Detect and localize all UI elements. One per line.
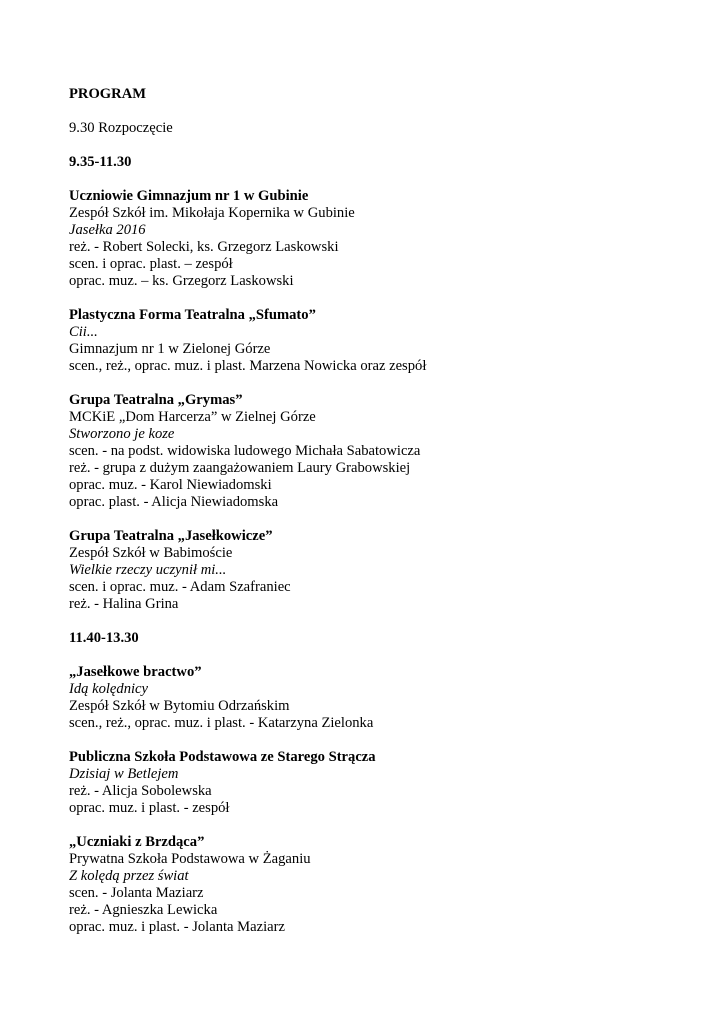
- group-name: Publiczna Szkoła Podstawowa ze Starego Strącza: [69, 749, 376, 765]
- detail-line: oprac. muz. - Karol Niewiadomski: [69, 477, 272, 493]
- performance-entry: [69, 392, 689, 511]
- performance-entry: [69, 749, 689, 817]
- group-name: „Uczniaki z Brzdąca”: [69, 834, 205, 850]
- performance-title: Cii...: [69, 324, 98, 340]
- spacer: [69, 613, 689, 630]
- performance-title: Idą kolędnicy: [69, 681, 149, 697]
- detail-line: reż. - Alicja Sobolewska: [69, 783, 212, 799]
- detail-line: Zespół Szkół im. Mikołaja Kopernika w Gubinie: [69, 205, 355, 221]
- time-block: [69, 154, 689, 630]
- spacer: [69, 936, 689, 953]
- detail-line: MCKiE „Dom Harcerza” w Zielnej Górze: [69, 409, 316, 425]
- detail-line: Zespół Szkół w Babimoście: [69, 545, 233, 561]
- detail-line: oprac. muz. i plast. - zespół: [69, 800, 230, 816]
- detail-line: oprac. muz. – ks. Grzegorz Laskowski: [69, 273, 294, 289]
- detail-line: Zespół Szkół w Bytomiu Odrzańskim: [69, 698, 290, 714]
- spacer: [69, 171, 689, 188]
- spacer: [69, 290, 689, 307]
- performance-entry: [69, 528, 689, 613]
- performance-title: Z kolędą przez świat: [69, 868, 189, 884]
- detail-line: Gimnazjum nr 1 w Zielonej Górze: [69, 341, 271, 357]
- time-slot-heading: 9.35-11.30: [69, 154, 132, 170]
- detail-line: scen., reż., oprac. muz. i plast. - Katarzyna Zielonka: [69, 715, 374, 731]
- detail-line: scen. - Jolanta Maziarz: [69, 885, 204, 901]
- document-page: [69, 86, 689, 953]
- group-name: Grupa Teatralna „Jasełkowicze”: [69, 528, 273, 544]
- detail-line: reż. - Agnieszka Lewicka: [69, 902, 218, 918]
- time-slot-heading: 11.40-13.30: [69, 630, 139, 646]
- performance-entry: [69, 664, 689, 732]
- performance-entry: [69, 188, 689, 290]
- group-name: Uczniowie Gimnazjum nr 1 w Gubinie: [69, 188, 309, 204]
- group-name: Grupa Teatralna „Grymas”: [69, 392, 243, 408]
- performance-entry: [69, 834, 689, 936]
- performance-entry: [69, 307, 689, 375]
- detail-line: reż. - Halina Grina: [69, 596, 179, 612]
- spacer: [69, 647, 689, 664]
- group-name: „Jasełkowe bractwo”: [69, 664, 202, 680]
- spacer: [69, 103, 689, 120]
- spacer: [69, 511, 689, 528]
- performance-title: Jasełka 2016: [69, 222, 146, 238]
- time-block: [69, 630, 689, 953]
- detail-line: scen. - na podst. widowiska ludowego Michała Sabatowicza: [69, 443, 421, 459]
- program-blocks: [69, 154, 689, 953]
- program-title: PROGRAM: [69, 86, 147, 102]
- spacer: [69, 137, 689, 154]
- spacer: [69, 375, 689, 392]
- detail-line: reż. - Robert Solecki, ks. Grzegorz Laskowski: [69, 239, 339, 255]
- detail-line: scen. i oprac. muz. - Adam Szafraniec: [69, 579, 291, 595]
- detail-line: Prywatna Szkoła Podstawowa w Żaganiu: [69, 851, 311, 867]
- group-name: Plastyczna Forma Teatralna „Sfumato”: [69, 307, 316, 323]
- opening-line: 9.30 Rozpoczęcie: [69, 120, 173, 136]
- performance-title: Wielkie rzeczy uczynił mi...: [69, 562, 227, 578]
- detail-line: oprac. plast. - Alicja Niewiadomska: [69, 494, 279, 510]
- performance-title: Dzisiaj w Betlejem: [69, 766, 179, 782]
- performance-title: Stworzono je koze: [69, 426, 175, 442]
- detail-line: oprac. muz. i plast. - Jolanta Maziarz: [69, 919, 285, 935]
- spacer: [69, 732, 689, 749]
- detail-line: scen., reż., oprac. muz. i plast. Marzena Nowicka oraz zespół: [69, 358, 427, 374]
- detail-line: scen. i oprac. plast. – zespół: [69, 256, 233, 272]
- detail-line: reż. - grupa z dużym zaangażowaniem Laury Grabowskiej: [69, 460, 411, 476]
- spacer: [69, 817, 689, 834]
